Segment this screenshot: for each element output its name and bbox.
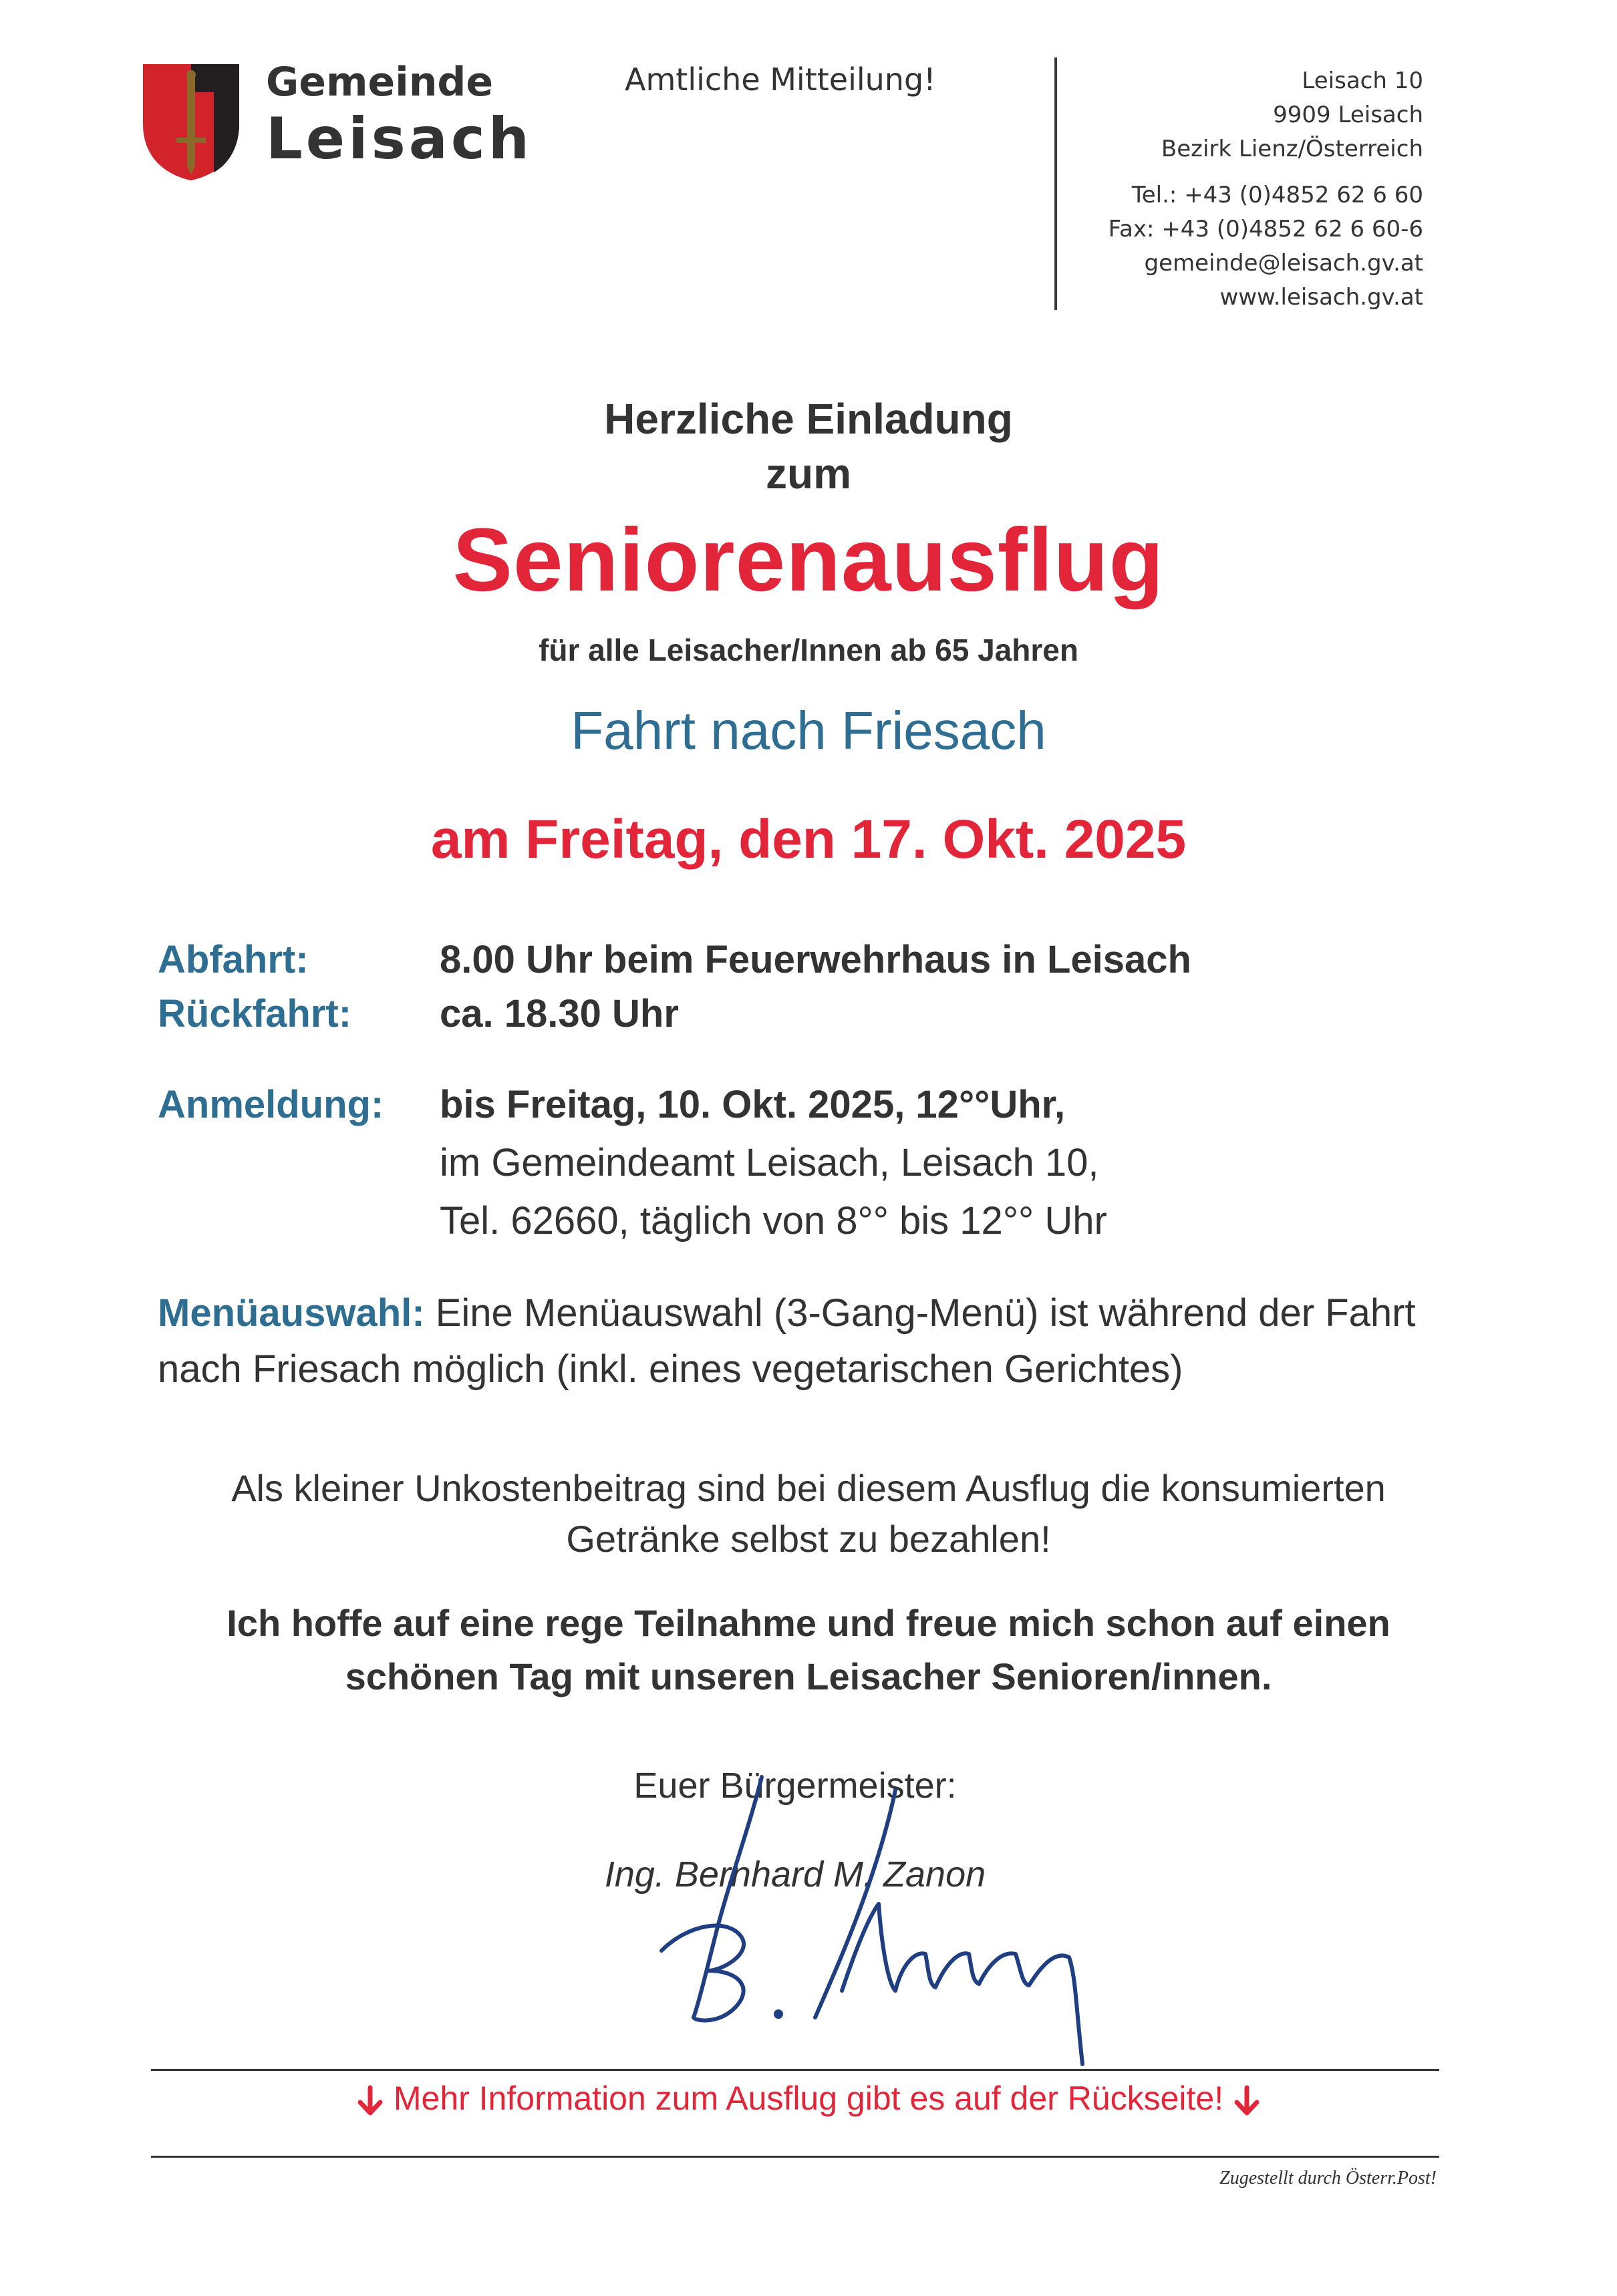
return-value: ca. 18.30 Uhr [440,992,679,1035]
address-line: Bezirk Lienz/Österreich [1161,136,1423,162]
invitation-line-1: Herzliche Einladung [604,395,1013,443]
invitation-line-2: zum [766,450,851,498]
event-title: Seniorenausflug [452,510,1165,610]
handwritten-signature-icon [615,1750,1136,2071]
invitation-heading [0,391,1617,501]
registration-hours: Tel. 62660, täglich von 8°° bis 12°° Uhr [440,1199,1107,1243]
departure-value: 8.00 Uhr beim Feuerwehrhaus in Leisach [440,938,1191,981]
header-divider [1054,57,1057,310]
footer-rule-top [151,2069,1439,2071]
menu-label: Menüauswahl: [158,1291,425,1335]
address-line: Leisach 10 [1302,67,1423,94]
municipality-label: Gemeinde [266,59,494,106]
arrow-down-icon [356,2085,384,2117]
costs-note [0,1463,1617,1565]
municipality-name: Leisach [266,106,533,172]
postal-delivery-note: Zugestellt durch Österr.Post! [1219,2168,1437,2188]
email-link[interactable]: gemeinde@leisach.gv.at [1144,250,1423,277]
arrow-down-icon [1233,2085,1261,2117]
footer-rule-bottom [151,2156,1439,2158]
mayor-label: Euer Bürgermeister: [633,1766,957,1806]
event-destination: Fahrt nach Friesach [571,701,1046,760]
footer-info [0,2079,1617,2118]
registration-location: im Gemeindeamt Leisach, Leisach 10, [440,1141,1099,1184]
mayor-name: Ing. Bernhard M. Zanon [604,1854,986,1895]
website-link[interactable]: www.leisach.gv.at [1219,284,1423,311]
costs-line: Als kleiner Unkostenbeitrag sind bei diesem Ausflug die konsumierten [231,1467,1386,1509]
phone-number: Tel.: +43 (0)4852 62 6 60 [1131,182,1423,208]
closing-line: schönen Tag mit unseren Leisacher Senioren/innen. [345,1655,1272,1697]
coat-of-arms-icon [142,63,241,182]
return-label: Rückfahrt: [158,992,352,1035]
departure-label: Abfahrt: [158,938,309,981]
contact-block [1109,178,1423,315]
closing-remark [0,1597,1617,1703]
address-line: 9909 Leisach [1273,102,1423,128]
closing-line: Ich hoffe auf eine rege Teilnahme und freue mich schon auf einen [227,1602,1390,1644]
menu-paragraph [158,1285,1494,1398]
costs-line: Getränke selbst zu bezahlen! [566,1518,1051,1560]
footer-info-text: Mehr Information zum Ausflug gibt es auf der Rückseite! [393,2080,1224,2117]
fax-number: Fax: +43 (0)4852 62 6 60-6 [1108,216,1423,242]
menu-text: Eine Menüauswahl (3-Gang-Menü) ist während der Fahrt nach Friesach möglich (inkl. eines vegetarischen Gerichtes) [158,1291,1416,1391]
registration-label: Anmeldung: [158,1083,384,1126]
address-block [1109,64,1423,315]
event-subtitle: für alle Leisacher/Innen ab 65 Jahren [539,633,1078,667]
event-date: am Freitag, den 17. Okt. 2025 [430,809,1187,870]
registration-deadline: bis Freitag, 10. Okt. 2025, 12°°Uhr, [440,1083,1066,1126]
official-notice-label: Amtliche Mitteilung! [625,61,936,98]
